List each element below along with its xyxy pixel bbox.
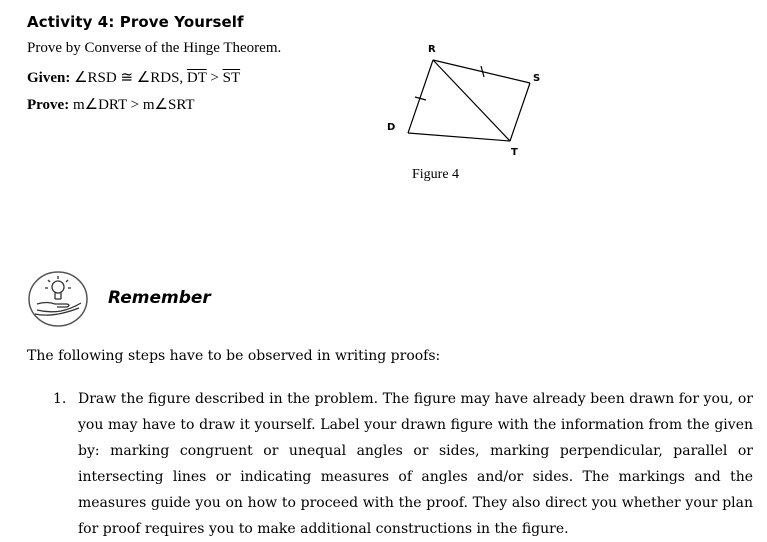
prove-statement (27, 95, 195, 114)
given-label: Given: (27, 70, 71, 86)
figure-caption: Figure 4 (412, 167, 460, 182)
steps-list (53, 386, 753, 542)
side-st (510, 83, 530, 141)
label-r: R (428, 44, 436, 55)
greater-than: > (206, 70, 223, 86)
given-statement (27, 68, 240, 87)
label-t: T (511, 147, 518, 158)
figure-quadrilateral (380, 35, 560, 160)
segment-dt: $\overline{DT}$ (186, 70, 207, 86)
activity-title: Activity 4: Prove Yourself (27, 13, 244, 31)
segment-st: $\overline{ST}$ (222, 70, 241, 86)
prove-label: Prove: (27, 97, 70, 113)
lightbulb-hand-icon (27, 270, 89, 328)
label-d: D (387, 122, 396, 133)
instruction-text: Prove by Converse of the Hinge Theorem. (27, 40, 282, 56)
label-s: S (533, 73, 541, 84)
remember-heading: Remember (108, 288, 211, 308)
side-td (408, 133, 510, 141)
diagonal-rt (433, 60, 510, 141)
given-angles: ∠RSD ≅ ∠RDS, (74, 70, 187, 86)
side-rs (433, 60, 530, 83)
list-item (53, 386, 753, 542)
steps-intro: The following steps have to be observed in writing proofs: (27, 348, 441, 364)
step-number: 1. (53, 391, 67, 407)
prove-angles: m∠DRT > m∠SRT (69, 97, 195, 113)
step-text: Draw the figure described in the problem. The figure may have already been drawn for you, or you may have to draw it yourself. Label your drawn figure with the information from the given by: marking congruent or unequal angles or sides, marking perpendicular, parallel or intersecting lines or indicating measures of angles and/or sides. The markings and the measures guide you on how to proceed with the proof. They also direct you whether your plan for proof requires you to make additional constructions in the figure. (78, 391, 753, 537)
side-dr (408, 60, 433, 133)
